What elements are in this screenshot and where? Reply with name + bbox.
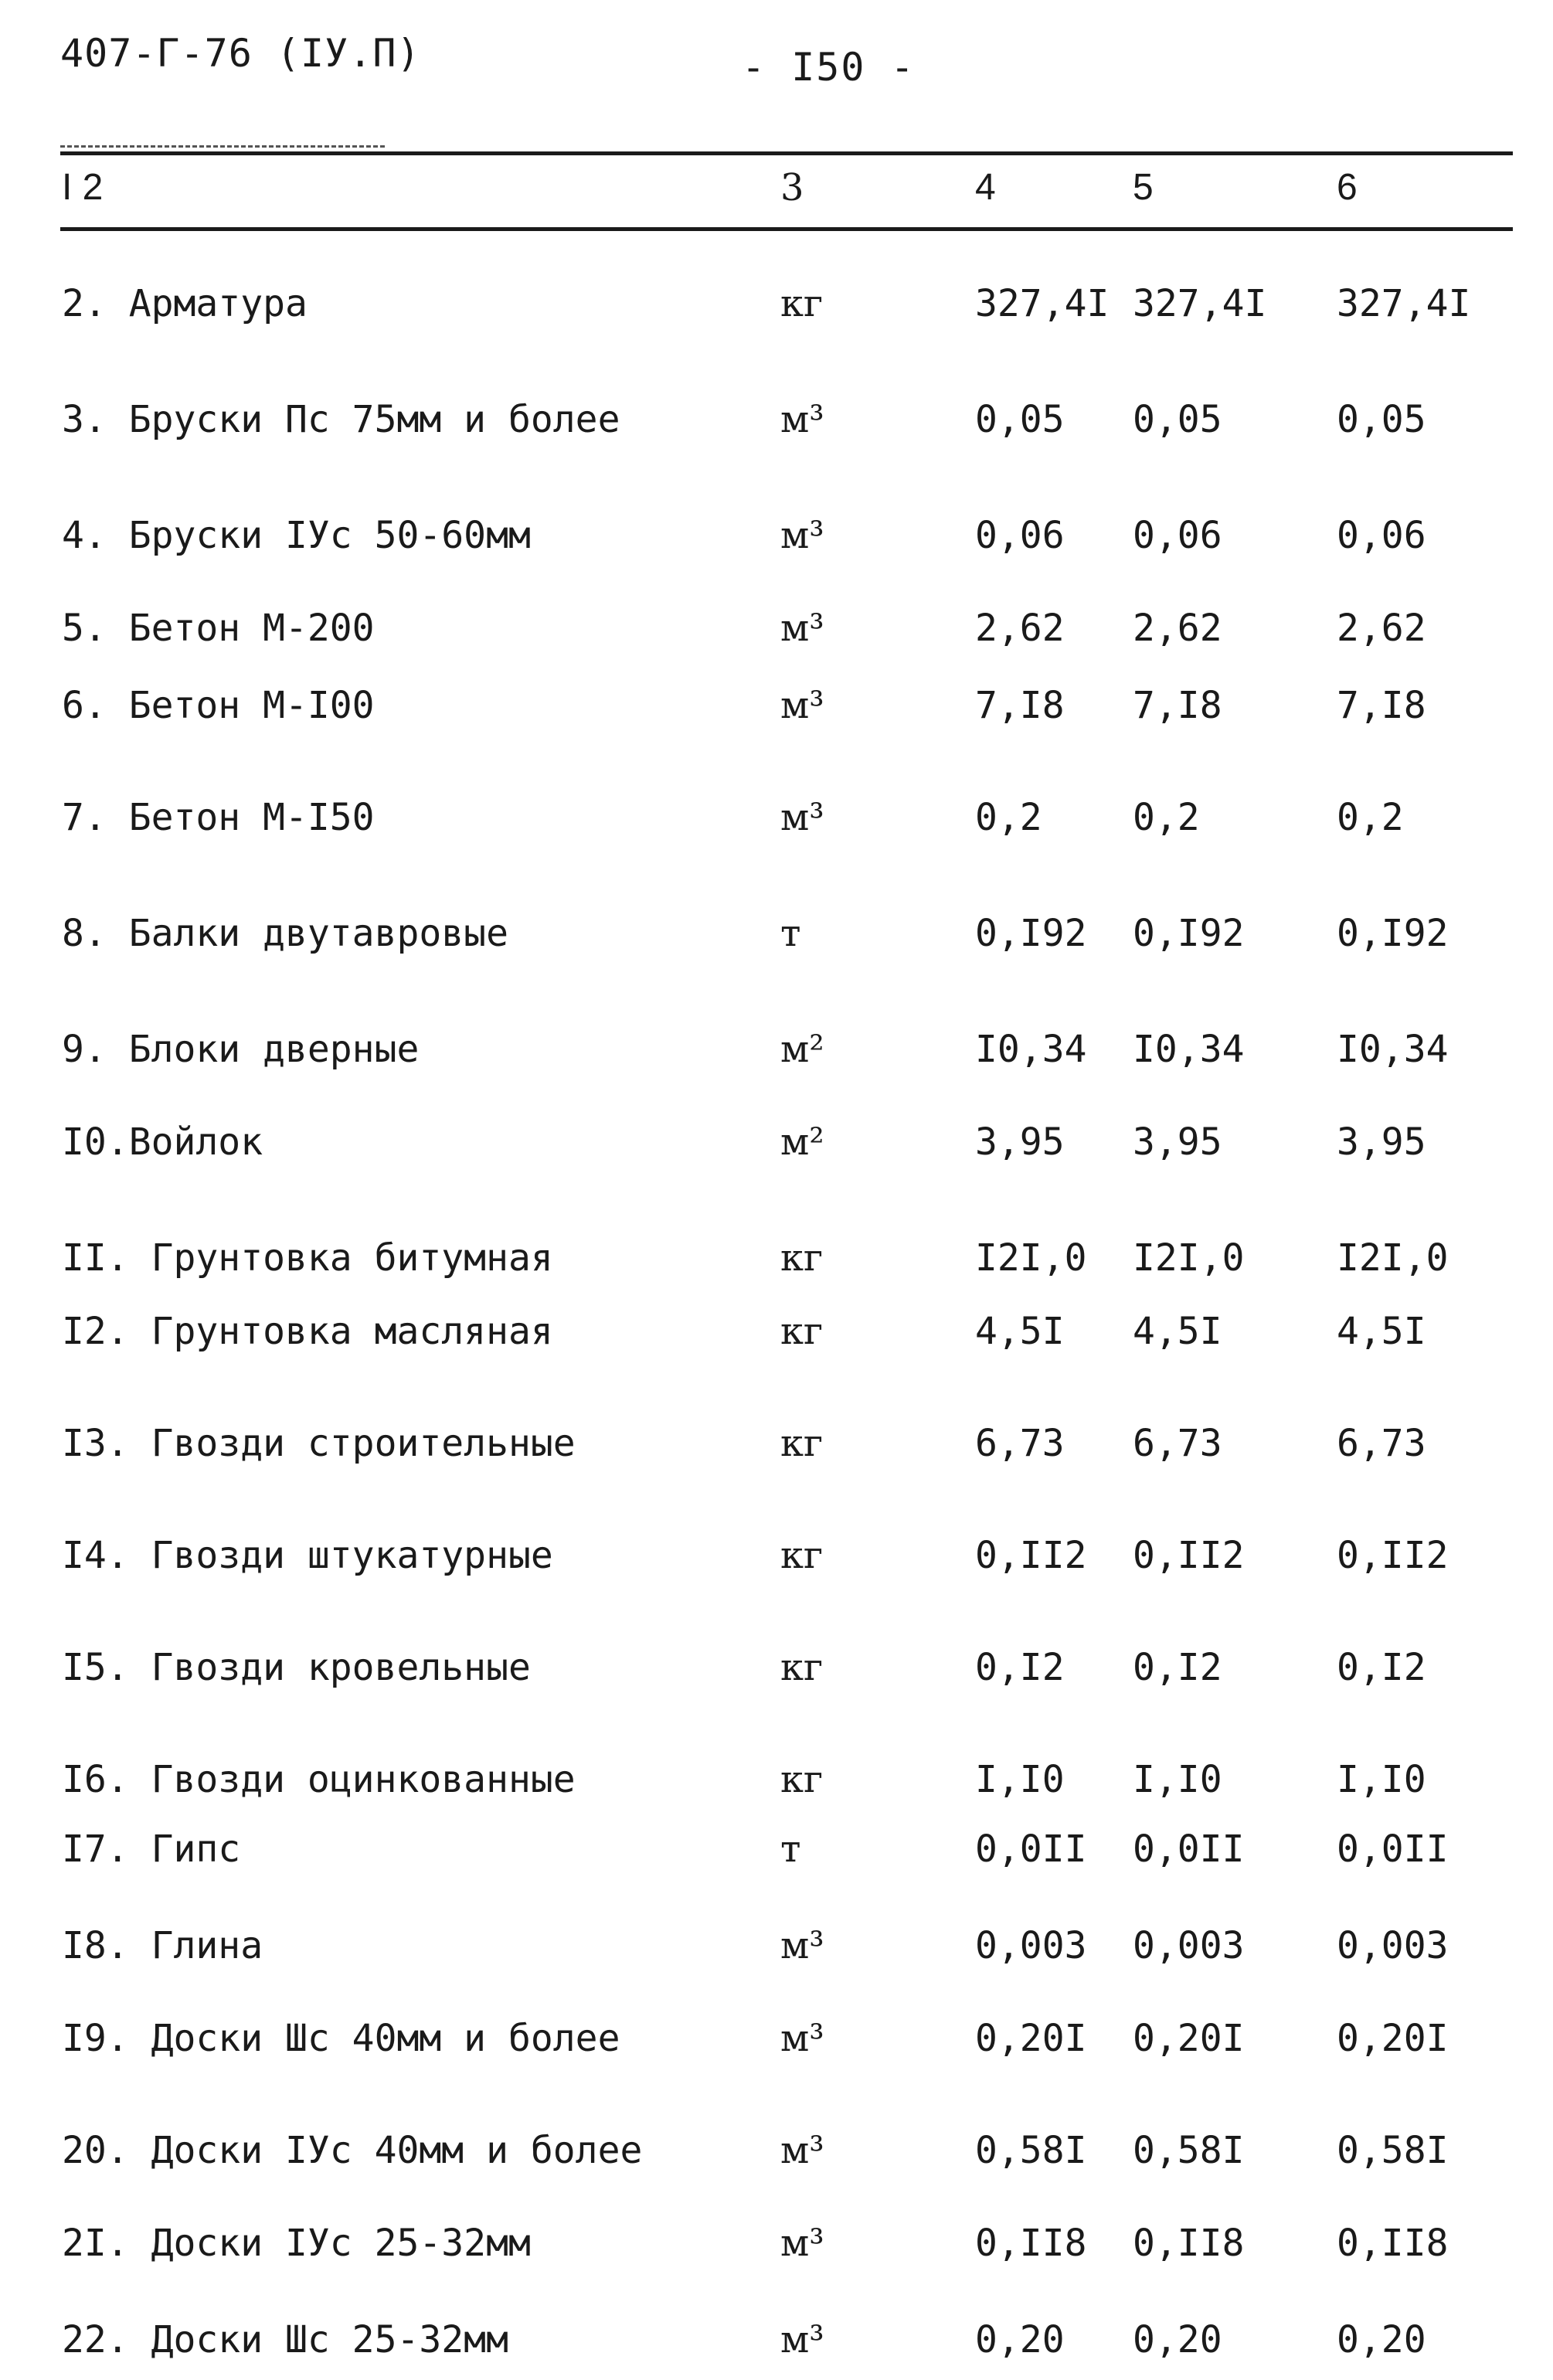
row-unit-cell: кг xyxy=(780,1310,824,1353)
row-value-col5: 0,0II xyxy=(1133,1828,1245,1871)
row-value-col4: 0,II8 xyxy=(975,2222,1087,2265)
row-unit-cell: кг xyxy=(780,1236,824,1280)
row-value-col5: 0,I92 xyxy=(1133,912,1245,955)
row-value-col6: 0,05 xyxy=(1337,398,1426,441)
row-name-cell: I8. Глина xyxy=(62,1924,263,1967)
column-header-5: 5 xyxy=(1133,167,1154,208)
row-unit-cell: м³ xyxy=(780,796,824,839)
row-unit-cell: т xyxy=(780,912,801,955)
row-value-col4: 0,003 xyxy=(975,1924,1087,1967)
table-row xyxy=(0,1422,1553,1484)
table-header-rule xyxy=(60,227,1513,231)
table-row xyxy=(0,1924,1553,1986)
row-value-col6: 0,I2 xyxy=(1337,1646,1426,1689)
row-value-col5: 4,5I xyxy=(1133,1310,1222,1353)
table-row xyxy=(0,684,1553,746)
row-unit-cell: м² xyxy=(780,1120,824,1164)
row-name-cell: 6. Бетон М-I00 xyxy=(62,684,375,727)
row-value-col5: 0,20I xyxy=(1133,2017,1245,2060)
row-unit-cell: м³ xyxy=(780,2129,824,2172)
table-row xyxy=(0,1120,1553,1182)
table-row xyxy=(0,1534,1553,1596)
row-name-cell: I9. Доски Шс 40мм и более xyxy=(62,2017,620,2060)
table-row xyxy=(0,796,1553,858)
table-header-row xyxy=(0,166,1553,220)
row-value-col4: I2I,0 xyxy=(975,1236,1087,1280)
row-name-cell: II. Грунтовка битумная xyxy=(62,1236,553,1280)
row-name-cell: I7. Гипс xyxy=(62,1828,241,1871)
table-row xyxy=(0,1828,1553,1889)
row-value-col6: I0,34 xyxy=(1337,1028,1449,1071)
row-value-col4: 0,II2 xyxy=(975,1534,1087,1577)
row-name-cell: 22. Доски Шс 25-32мм xyxy=(62,2318,508,2361)
row-name-cell: I0.Войлок xyxy=(62,1120,263,1164)
table-row xyxy=(0,2318,1553,2380)
row-value-col6: 0,II8 xyxy=(1337,2222,1449,2265)
row-value-col5: 2,62 xyxy=(1133,607,1222,650)
table-row xyxy=(0,912,1553,974)
column-header-6: 6 xyxy=(1337,167,1358,208)
row-value-col4: I0,34 xyxy=(975,1028,1087,1071)
row-value-col5: I0,34 xyxy=(1133,1028,1245,1071)
row-value-col5: 3,95 xyxy=(1133,1120,1222,1164)
row-value-col6: 0,2 xyxy=(1337,796,1404,839)
row-value-col5: 0,I2 xyxy=(1133,1646,1222,1689)
row-value-col6: 6,73 xyxy=(1337,1422,1426,1465)
row-value-col6: 0,20I xyxy=(1337,2017,1449,2060)
row-name-cell: 9. Блоки дверные xyxy=(62,1028,420,1071)
row-value-col6: I,I0 xyxy=(1337,1758,1426,1801)
row-name-cell: I6. Гвозди оцинкованные xyxy=(62,1758,576,1801)
row-name-cell: 2I. Доски IУс 25-32мм xyxy=(62,2222,531,2265)
row-name-cell: I2. Грунтовка масляная xyxy=(62,1310,553,1353)
top-dashed-rule xyxy=(60,145,385,148)
row-unit-cell: т xyxy=(780,1828,801,1871)
table-row xyxy=(0,2129,1553,2191)
row-unit-cell: м³ xyxy=(780,2222,824,2265)
row-value-col6: 0,0II xyxy=(1337,1828,1449,1871)
row-value-col5: 0,II2 xyxy=(1133,1534,1245,1577)
row-unit-cell: м³ xyxy=(780,2017,824,2060)
row-unit-cell: кг xyxy=(780,1534,824,1577)
row-value-col6: 0,I92 xyxy=(1337,912,1449,955)
row-name-cell: 8. Балки двутавровые xyxy=(62,912,508,955)
document-code: 407-Г-76 (IУ.П) xyxy=(60,31,421,76)
table-row xyxy=(0,1028,1553,1090)
row-value-col5: 0,05 xyxy=(1133,398,1222,441)
table-row xyxy=(0,398,1553,460)
row-value-col4: 3,95 xyxy=(975,1120,1065,1164)
row-value-col4: 0,I2 xyxy=(975,1646,1065,1689)
row-unit-cell: м³ xyxy=(780,1924,824,1967)
row-value-col5: I,I0 xyxy=(1133,1758,1222,1801)
row-unit-cell: кг xyxy=(780,1646,824,1689)
row-value-col6: 0,20 xyxy=(1337,2318,1426,2361)
row-value-col5: I2I,0 xyxy=(1133,1236,1245,1280)
row-value-col6: 4,5I xyxy=(1337,1310,1426,1353)
row-unit-cell: кг xyxy=(780,1758,824,1801)
row-unit-cell: м³ xyxy=(780,514,824,557)
row-value-col5: 0,06 xyxy=(1133,514,1222,557)
row-name-cell: 7. Бетон М-I50 xyxy=(62,796,375,839)
row-value-col5: 0,2 xyxy=(1133,796,1200,839)
row-name-cell: 5. Бетон М-200 xyxy=(62,607,375,650)
row-value-col4: 4,5I xyxy=(975,1310,1065,1353)
row-value-col4: 0,58I xyxy=(975,2129,1087,2172)
row-name-cell: 20. Доски IУс 40мм и более xyxy=(62,2129,643,2172)
column-header-4: 4 xyxy=(975,167,996,208)
row-unit-cell: кг xyxy=(780,282,824,325)
row-value-col4: 0,2 xyxy=(975,796,1042,839)
row-value-col6: 7,I8 xyxy=(1337,684,1426,727)
row-value-col4: 6,73 xyxy=(975,1422,1065,1465)
row-value-col6: 0,II2 xyxy=(1337,1534,1449,1577)
row-name-cell: I3. Гвозди строительные xyxy=(62,1422,576,1465)
row-value-col5: 0,58I xyxy=(1133,2129,1245,2172)
row-value-col6: 0,58I xyxy=(1337,2129,1449,2172)
table-row xyxy=(0,1236,1553,1298)
row-value-col4: 7,I8 xyxy=(975,684,1065,727)
row-value-col4: 0,0II xyxy=(975,1828,1087,1871)
row-value-col4: 0,05 xyxy=(975,398,1065,441)
page-number: - I50 - xyxy=(742,45,916,90)
row-value-col5: 0,II8 xyxy=(1133,2222,1245,2265)
row-unit-cell: м³ xyxy=(780,398,824,441)
table-row xyxy=(0,514,1553,576)
table-row xyxy=(0,2017,1553,2079)
table-row xyxy=(0,282,1553,344)
table-row xyxy=(0,607,1553,668)
row-value-col6: 327,4I xyxy=(1337,282,1471,325)
row-value-col6: 0,06 xyxy=(1337,514,1426,557)
row-name-cell: 2. Арматура xyxy=(62,282,308,325)
row-value-col4: 0,20 xyxy=(975,2318,1065,2361)
table-top-rule xyxy=(60,151,1513,155)
table-row xyxy=(0,1646,1553,1708)
row-name-cell: I4. Гвозди штукатурные xyxy=(62,1534,553,1577)
row-value-col5: 0,20 xyxy=(1133,2318,1222,2361)
table-row xyxy=(0,1310,1553,1372)
row-value-col5: 327,4I xyxy=(1133,282,1267,325)
row-unit-cell: м³ xyxy=(780,607,824,650)
row-value-col6: I2I,0 xyxy=(1337,1236,1449,1280)
column-header-3: 3 xyxy=(780,166,804,209)
row-value-col4: I,I0 xyxy=(975,1758,1065,1801)
row-name-cell: I5. Гвозди кровельные xyxy=(62,1646,531,1689)
column-header-1-2: I 2 xyxy=(62,167,104,208)
row-name-cell: 4. Бруски IУс 50-60мм xyxy=(62,514,531,557)
row-unit-cell: м² xyxy=(780,1028,824,1071)
row-unit-cell: м³ xyxy=(780,684,824,727)
row-value-col4: 2,62 xyxy=(975,607,1065,650)
row-value-col4: 327,4I xyxy=(975,282,1110,325)
table-row xyxy=(0,1758,1553,1820)
row-value-col6: 0,003 xyxy=(1337,1924,1449,1967)
row-value-col6: 3,95 xyxy=(1337,1120,1426,1164)
row-value-col4: 0,20I xyxy=(975,2017,1087,2060)
row-value-col5: 6,73 xyxy=(1133,1422,1222,1465)
row-value-col5: 0,003 xyxy=(1133,1924,1245,1967)
row-unit-cell: кг xyxy=(780,1422,824,1465)
row-value-col6: 2,62 xyxy=(1337,607,1426,650)
row-unit-cell: м³ xyxy=(780,2318,824,2361)
row-name-cell: 3. Бруски Пс 75мм и более xyxy=(62,398,620,441)
row-value-col4: 0,06 xyxy=(975,514,1065,557)
table-row xyxy=(0,2222,1553,2283)
row-value-col5: 7,I8 xyxy=(1133,684,1222,727)
row-value-col4: 0,I92 xyxy=(975,912,1087,955)
